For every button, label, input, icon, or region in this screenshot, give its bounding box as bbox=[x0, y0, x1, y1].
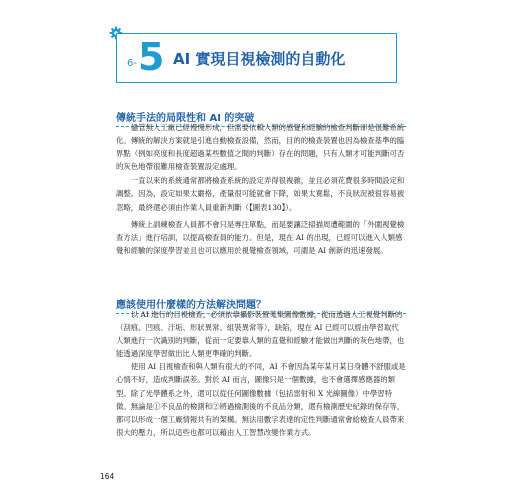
paragraph: 使用 AI 目視檢查和與人類有很大的不同，AI 不會因為某年某月某日身體不舒服或是心情不好，造成判斷誤差。對於 AI 而言，圖像只是一個數據，也不會選擇感應器的類型。除了光學體系之外，還可以從任何圖像數據（包括雷射和 X 光線圖像）中學習特徵。無論是①不良品的檢測和②將過檢測後的不良品分類，還有檢測歷史紀錄的保存等，都可以形成一個工廠情報共有的架構。無法用數字表達的定性判斷通常會給檢查人員帶來很大的壓力，所以這些也都可以藉由人工智慧改變作業方式。 bbox=[116, 362, 406, 437]
section-2-body bbox=[116, 308, 406, 439]
paragraph: 傳統上訓練檢查人員都不會只是專注單點，而是要讓泛掃描周遭範圍的「外圍視覺檢查方法」進行培訓，以提高檢查員的能力。但是，現在 AI 的出現，已經可以進入人類感覺和經驗的深度學習並且也可以應用於視覺檢查領域，可謂是 AI 創新的迅速發展。 bbox=[116, 219, 405, 255]
section-heading-1-text: 傳統手法的局限性和 AI 的突破 bbox=[116, 113, 255, 124]
chapter-number: 5 bbox=[138, 35, 165, 79]
chapter-prefix: 6- bbox=[127, 58, 137, 69]
section-heading-2-text: 應該使用什麼樣的方法解決問題？ bbox=[116, 300, 266, 311]
paragraph: 儘管無人工廠已經慢慢形成，但需要依賴人類的感覺和經驗的檢查判斷卻是很難系統化。傳統的解決方案就是引進自動檢查設備，然而，目的的檢查裝置也因為檢查基準的臨界點（例如亮度和長度超過某些數值之間的判斷）存在的問題，只有人類才可能判斷可否的灰色地帶很難用檢查裝置設定處理。 bbox=[116, 123, 405, 172]
paragraph: 以 AI 進行的目視檢查，必須依靠攝影裝置蒐集圖像數據，從而透過人工視覺判斷的（刮痕、凹痕、汙垢、形狀異常、組裝異常等），缺陷，現在 AI 已經可以經由學習取代人類進行一次識別的判斷，從而一定要靠人類的直覺和經驗才能做出判斷的灰色地帶，也能透過深度學習做出比人類更準確的判斷。 bbox=[116, 310, 405, 359]
section-1-body bbox=[116, 121, 406, 257]
chapter-title: AI 實現目視檢測的自動化 bbox=[173, 50, 346, 68]
page-number: 164 bbox=[100, 472, 115, 481]
paragraph: 一直以來的系統通常都將檢查系統的設定弄得很複雜，並且必須花費很多時間設定和調整。因為，設定如果太嚴格，產量很可能就會下降，如果太寬鬆，不良狀況被很容易被忽略，最終還必須由作業人員重新判斷（【圖表130】）。 bbox=[116, 176, 405, 212]
